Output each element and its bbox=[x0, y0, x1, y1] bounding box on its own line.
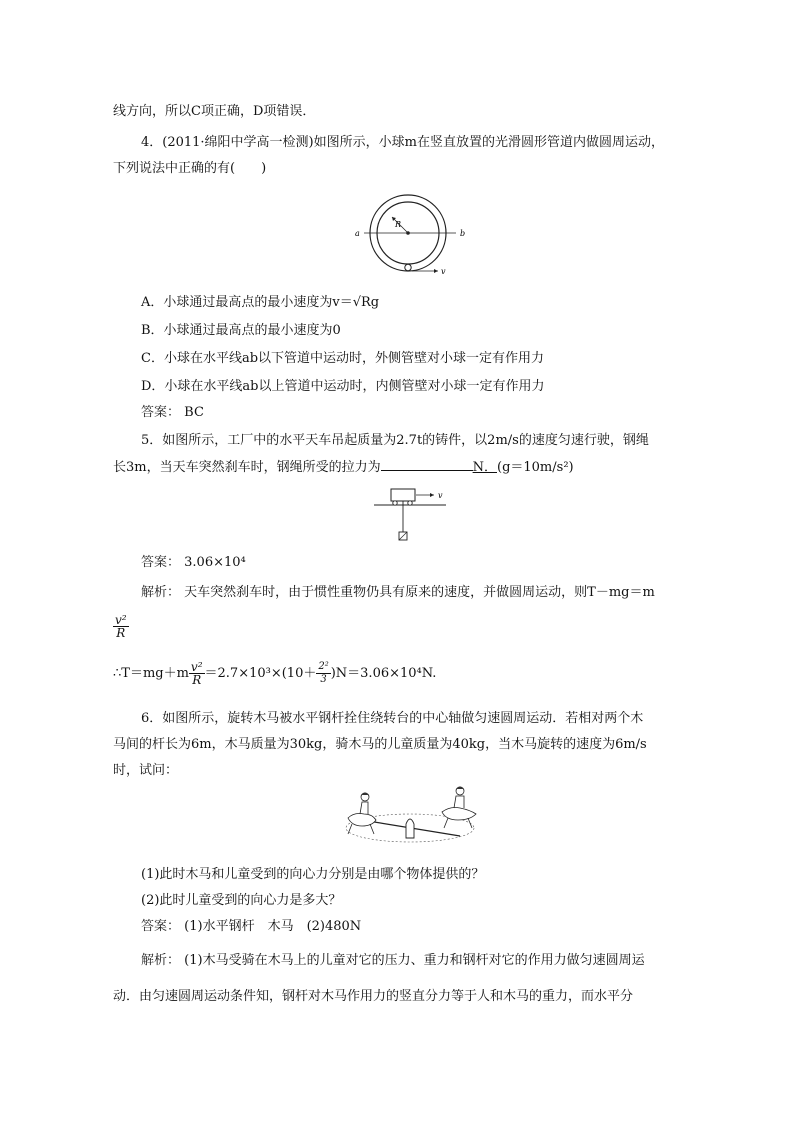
q4-option-a: A．小球通过最高点的最小速度为v＝√Rg bbox=[141, 295, 380, 310]
left-child-icon bbox=[360, 802, 368, 814]
right-horse-icon bbox=[442, 808, 476, 821]
answer-label: 答案： bbox=[141, 405, 181, 420]
q5-stem-line1: 5．如图所示，工厂中的水平天车吊起质量为2.7t的铸件，以2m/s的速度匀速行驶，钢绳 bbox=[141, 433, 649, 448]
frac-denominator: R bbox=[192, 673, 202, 687]
crane-wheel-left bbox=[393, 501, 397, 505]
label-a: a bbox=[355, 229, 360, 238]
answer-blank bbox=[381, 458, 473, 471]
frac-numerator: v² bbox=[115, 613, 127, 627]
frac2-numerator: 2² bbox=[318, 661, 329, 672]
crane-body bbox=[391, 489, 415, 501]
answer-value: 3.06×10⁴ bbox=[184, 555, 246, 570]
q6-stem-line3: 时，试问： bbox=[113, 763, 179, 778]
q4-circular-tube-figure bbox=[350, 193, 470, 285]
q5-condition: (g＝10m/s²) bbox=[497, 460, 574, 475]
explain-label: 解析： bbox=[141, 585, 181, 600]
q4-option-d: D．小球在水平线ab以上管道中运动时，内侧管壁对小球一定有作用力 bbox=[141, 379, 545, 394]
frac2-denominator: 3 bbox=[320, 674, 327, 685]
label-R: R bbox=[395, 220, 402, 229]
q5-fraction-v2-over-r bbox=[113, 614, 129, 639]
label-b: b bbox=[460, 229, 466, 238]
answer-label: 答案： bbox=[141, 555, 181, 570]
q5-unit: N． bbox=[472, 460, 497, 475]
explain-text: (1)木马受骑在木马上的儿童对它的压力、重力和钢杆对它的作用力做匀速圆周运 bbox=[184, 953, 645, 968]
center-axle bbox=[406, 819, 414, 838]
crane-wheel-right bbox=[408, 501, 412, 505]
q6-explanation-line2: 动．由匀速圆周运动条件知，钢杆对木马作用力的竖直分力等于人和木马的重力，而水平分 bbox=[113, 989, 634, 1004]
q6-stem-line1: 6．如图所示，旋转木马被水平钢杆拴住绕转台的中心轴做匀速圆周运动．若相对两个木 bbox=[141, 711, 644, 726]
q6-carousel-figure bbox=[338, 784, 488, 854]
answer-value: (1)水平钢杆 木马 (2)480N bbox=[184, 919, 362, 934]
q6-subquestion-1: (1)此时木马和儿童受到的向心力分别是由哪个物体提供的？ bbox=[141, 867, 485, 882]
q5-explanation-line1 bbox=[141, 584, 655, 602]
q6-stem-line2: 马间的杆长为6m，木马质量为30kg，骑木马的儿童质量为40kg，当木马旋转的速度为6m/s bbox=[113, 737, 647, 752]
q4-option-b: B．小球通过最高点的最小速度为0 bbox=[141, 323, 341, 338]
label-v: v bbox=[438, 491, 443, 500]
ball bbox=[405, 264, 411, 270]
formula-pre: ∴T＝mg＋m bbox=[113, 666, 189, 681]
q5-crane-figure bbox=[372, 484, 462, 544]
formula-mid: ＝2.7×10³×(10＋ bbox=[204, 666, 317, 681]
q4-stem-line1: 4．(2011·绵阳中学高一检测)如图所示，小球m在竖直放置的光滑圆形管道内做圆周运动， bbox=[141, 135, 664, 150]
q5-answer bbox=[141, 554, 246, 572]
q6-explanation-line1 bbox=[141, 952, 645, 970]
answer-label: 答案： bbox=[141, 919, 181, 934]
frac-denominator: R bbox=[116, 626, 126, 640]
formula-end: )N＝3.06×10⁴N. bbox=[330, 666, 437, 681]
label-v: v bbox=[441, 267, 446, 276]
q5-formula bbox=[113, 661, 436, 686]
explain-label: 解析： bbox=[141, 953, 181, 968]
line-top: 线方向，所以C项正确，D项错误． bbox=[113, 104, 316, 119]
explain-text: 天车突然刹车时，由于惯性重物仍具有原来的速度，并做圆周运动，则T－mg＝m bbox=[184, 585, 655, 600]
q4-answer bbox=[141, 404, 204, 422]
q5-stem-line2 bbox=[113, 458, 574, 477]
right-child-icon bbox=[454, 796, 464, 808]
frac-numerator: v² bbox=[190, 660, 203, 674]
q6-subquestion-2: (2)此时儿童受到的向心力是多大？ bbox=[141, 893, 342, 908]
q5-stem-text: 长3m，当天车突然刹车时，钢绳所受的拉力为 bbox=[113, 460, 381, 475]
q4-stem-line2: 下列说法中正确的有( ) bbox=[113, 161, 267, 176]
answer-value: BC bbox=[184, 405, 204, 420]
q6-answer bbox=[141, 918, 361, 936]
q4-option-c: C．小球在水平线ab以下管道中运动时，外侧管壁对小球一定有作用力 bbox=[141, 351, 545, 366]
